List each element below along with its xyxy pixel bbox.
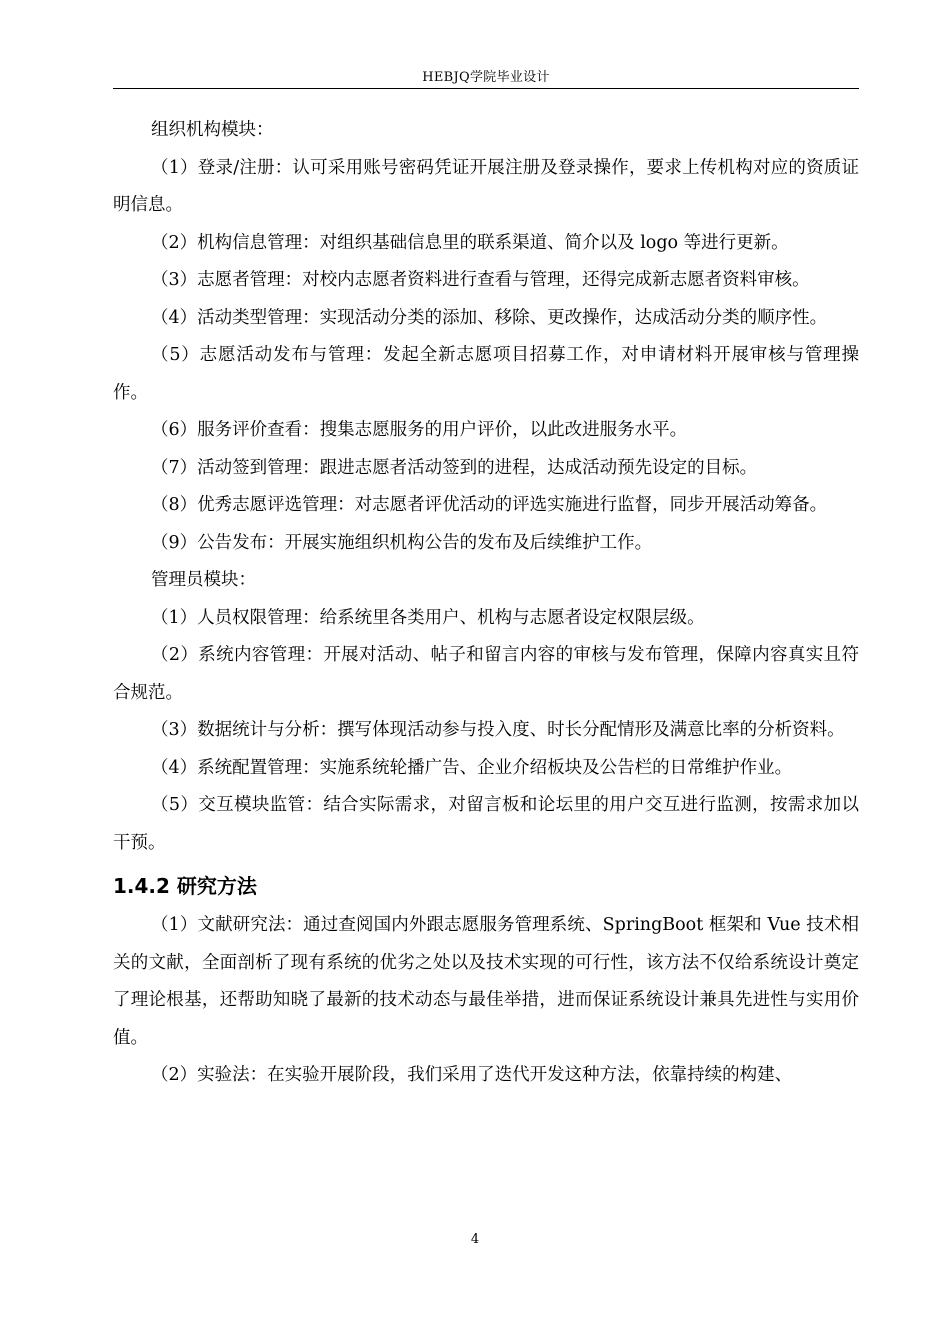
method-paragraph-2: （2）实验法：在实验开展阶段，我们采用了迭代开发这种方法，依靠持续的构建、: [151, 1065, 793, 1085]
admin-item-5: （5）交互模块监管：结合实际需求，对留言板和论坛里的用户交互进行监测，按需求加以干预。: [113, 795, 859, 853]
admin-item-2: （2）系统内容管理：开展对活动、帖子和留言内容的审核与发布管理，保障内容真实且符合规范。: [113, 645, 859, 703]
org-item-8: （8）优秀志愿评选管理：对志愿者评优活动的评选实施进行监督，同步开展活动筹备。: [151, 495, 828, 515]
org-module-title: 组织机构模块：: [151, 120, 274, 140]
page-number: 4: [470, 1232, 480, 1247]
section-heading: 1.4.2 研究方法: [113, 874, 257, 898]
org-item-1: （1）登录/注册：认可采用账号密码凭证开展注册及登录操作，要求上传机构对应的资质证明信息。: [113, 157, 859, 215]
org-item-4: （4）活动类型管理：实现活动分类的添加、移除、更改操作，达成活动分类的顺序性。: [151, 307, 828, 328]
page-body: [113, 112, 859, 1095]
method-paragraph-1: （1）文献研究法：通过查阅国内外跟志愿服务管理系统、SpringBoot 框架和 Vue 技术相关的文献，全面剖析了现有系统的优劣之处以及技术实现的可行性，该方法不仅给系统设计奠定了理论根基，还帮助知晓了最新的技术动态与最佳举措，进而保证系统设计兼具先进性与实用价值。: [113, 915, 859, 1048]
org-item-7: （7）活动签到管理：跟进志愿者活动签到的进程，达成活动预先设定的目标。: [151, 457, 758, 478]
org-item-3: （3）志愿者管理：对校内志愿者资料进行查看与管理，还得完成新志愿者资料审核。: [151, 270, 810, 290]
page-header: HEBJQ学院毕业设计: [422, 70, 550, 85]
admin-item-4: （4）系统配置管理：实施系统轮播广告、企业介绍板块及公告栏的日常维护作业。: [151, 757, 793, 778]
admin-module-title: 管理员模块：: [151, 570, 256, 590]
org-item-5: （5）志愿活动发布与管理：发起全新志愿项目招募工作，对申请材料开展审核与管理操作。: [113, 345, 859, 403]
org-item-6: （6）服务评价查看：搜集志愿服务的用户评价，以此改进服务水平。: [151, 420, 688, 440]
admin-item-3: （3）数据统计与分析：撰写体现活动参与投入度、时长分配情形及满意比率的分析资料。: [151, 720, 845, 740]
org-item-9: （9）公告发布：开展实施组织机构公告的发布及后续维护工作。: [151, 532, 653, 553]
header-rule: [113, 88, 859, 89]
admin-item-1: （1）人员权限管理：给系统里各类用户、机构与志愿者设定权限层级。: [151, 607, 705, 628]
org-item-2: （2）机构信息管理：对组织基础信息里的联系渠道、简介以及 logo 等进行更新。: [151, 232, 789, 253]
